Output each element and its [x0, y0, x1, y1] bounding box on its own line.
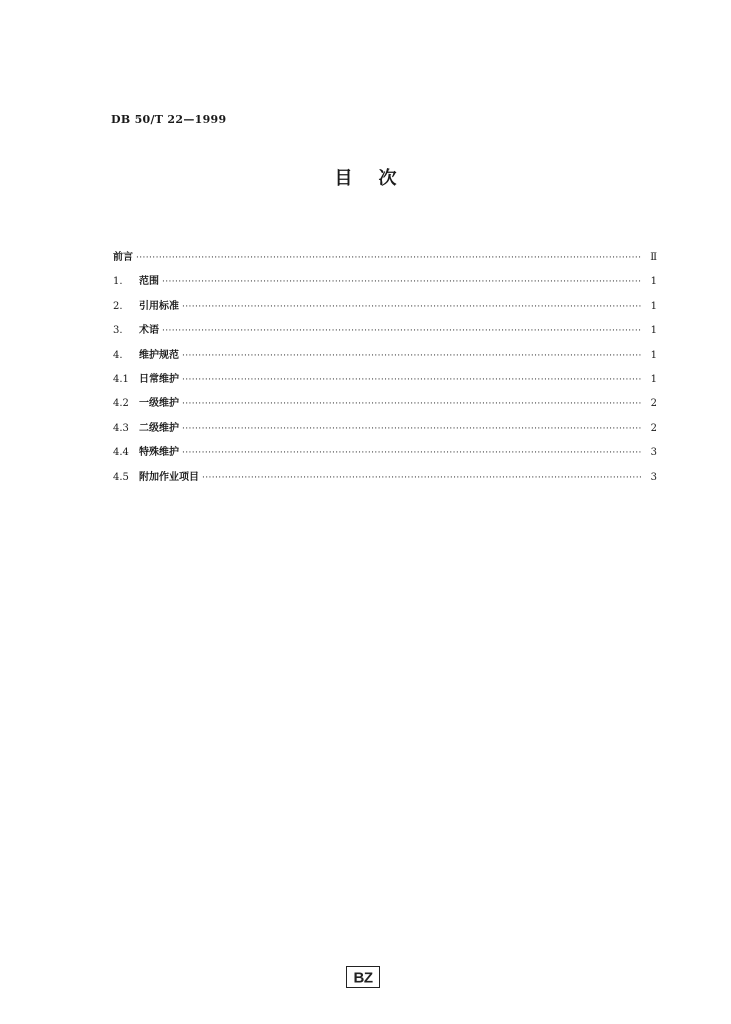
toc-entry-page: 1 — [650, 276, 657, 288]
toc-entry-page: 1 — [650, 300, 657, 312]
toc-entry-4-1[interactable] — [113, 370, 657, 394]
toc-entry-page: Ⅱ — [650, 252, 657, 263]
toc-entry-number: 4.2 — [113, 398, 129, 410]
dot-leader — [182, 351, 641, 361]
toc-entry-label: 维护规范 — [139, 349, 179, 361]
toc-entry-number: 3. — [113, 325, 123, 337]
toc-entry-4-5[interactable] — [113, 468, 657, 492]
dot-leader — [136, 253, 641, 263]
toc-entry-3[interactable] — [113, 321, 657, 345]
dot-leader — [162, 277, 641, 287]
toc-entry-page: 1 — [650, 373, 657, 385]
dot-leader — [162, 326, 641, 336]
toc-entry-number: 4.3 — [113, 422, 129, 434]
toc-entry-number: 1. — [113, 276, 123, 288]
toc-entry-label: 日常维护 — [139, 373, 179, 385]
toc-entry-page: 2 — [650, 398, 657, 410]
dot-leader — [202, 473, 641, 483]
publisher-logo — [346, 966, 380, 988]
toc-entry-page: 1 — [650, 349, 657, 361]
toc-entry-1[interactable] — [113, 272, 657, 296]
dot-leader — [182, 424, 641, 434]
toc-entry-number: 4. — [113, 349, 123, 361]
toc-entry-label: 引用标准 — [139, 300, 179, 312]
toc-entry-4[interactable] — [113, 346, 657, 370]
toc-entry-number: 4.4 — [113, 447, 129, 459]
toc-entry-label: 术语 — [139, 325, 159, 337]
toc-entry-page: 1 — [650, 325, 657, 337]
toc-entry-2[interactable] — [113, 297, 657, 321]
toc-entry-number: 4.5 — [113, 471, 129, 483]
table-of-contents — [113, 248, 657, 492]
toc-entry-4-2[interactable] — [113, 394, 657, 418]
toc-entry-label: 前言 — [113, 252, 133, 263]
dot-leader — [182, 302, 641, 312]
toc-title: 目次 — [334, 168, 423, 189]
toc-entry-page: 3 — [650, 447, 657, 459]
toc-entry-foreword[interactable] — [113, 248, 657, 272]
toc-entry-page: 3 — [650, 471, 657, 483]
toc-entry-number: 4.1 — [113, 373, 129, 385]
toc-entry-label: 附加作业项目 — [139, 471, 199, 483]
dot-leader — [182, 448, 641, 458]
toc-entry-number: 2. — [113, 300, 123, 312]
logo-text: BZ — [353, 969, 373, 987]
toc-entry-label: 范围 — [139, 276, 159, 288]
dot-leader — [182, 399, 641, 409]
document-code: DB 50/T 22—1999 — [111, 113, 227, 126]
toc-entry-label: 二级维护 — [139, 422, 179, 434]
toc-entry-page: 2 — [650, 422, 657, 434]
dot-leader — [182, 375, 641, 385]
toc-entry-4-3[interactable] — [113, 419, 657, 443]
toc-entry-label: 特殊维护 — [139, 447, 179, 459]
toc-entry-label: 一级维护 — [139, 398, 179, 410]
toc-entry-4-4[interactable] — [113, 443, 657, 467]
